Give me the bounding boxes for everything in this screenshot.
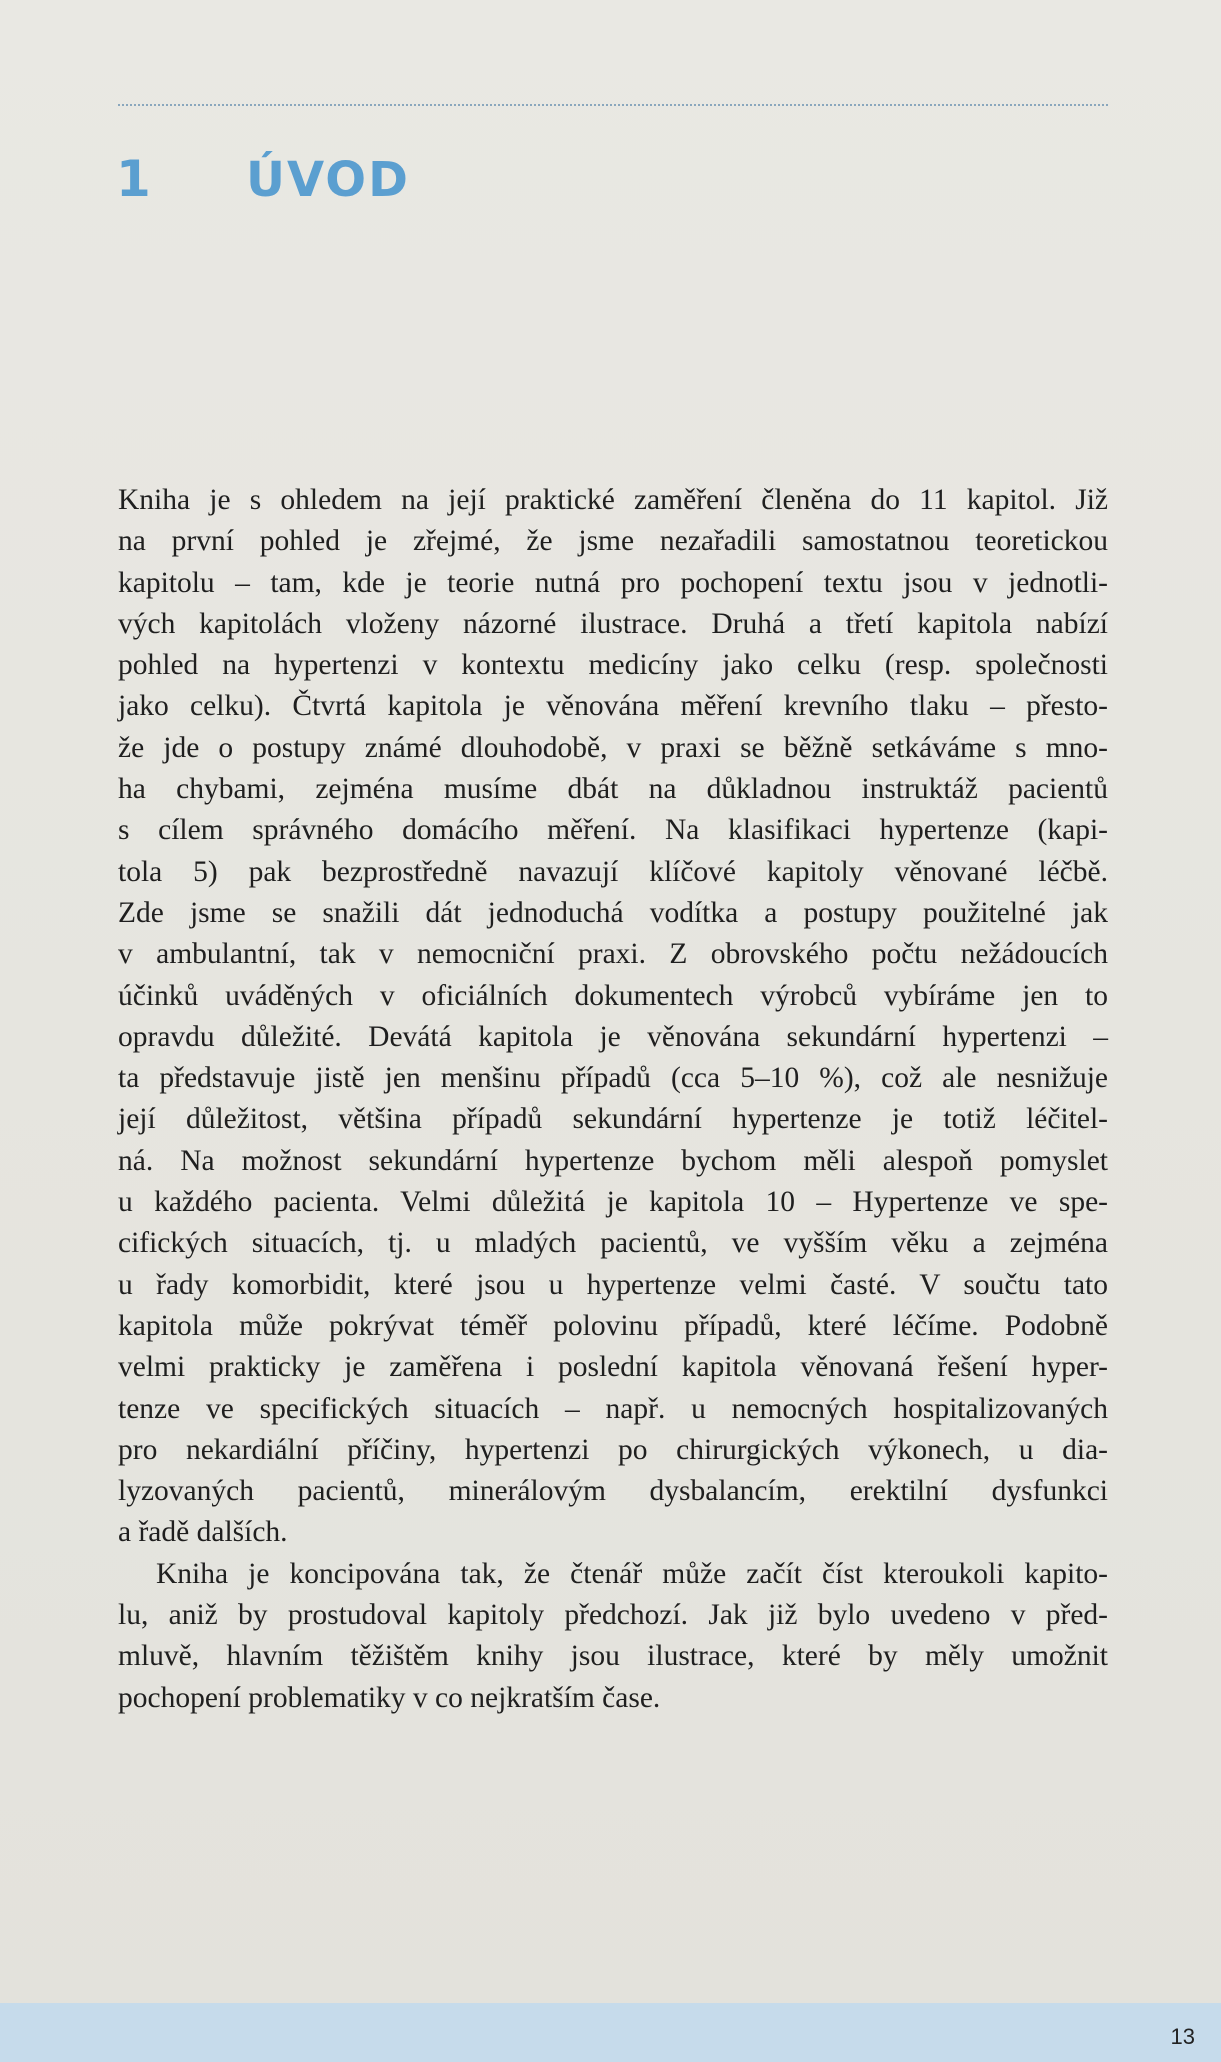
text-line: mluvě, hlavním těžištěm knihy jsou ilustrace, které by měly umožnit [118, 1640, 1108, 1673]
text-line: opravdu důležité. Devátá kapitola je věnována sekundární hypertenzi – [118, 1020, 1108, 1053]
paragraph-1 [118, 480, 1108, 1554]
text-line: s cílem správného domácího měření. Na klasifikaci hypertenze (kapi- [118, 814, 1108, 847]
text-line: ha chybami, zejména musíme dbát na důkladnou instruktáž pacientů [118, 773, 1108, 806]
text-line: pochopení problematiky v co nejkratším čase. [118, 1681, 661, 1714]
text-line: na první pohled je zřejmé, že jsme nezařadili samostatnou teoretickou [118, 525, 1108, 558]
text-line: velmi prakticky je zaměřena i poslední kapitola věnovaná řešení hyper- [118, 1351, 1108, 1384]
chapter-heading [116, 150, 410, 208]
text-line: kapitolu – tam, kde je teorie nutná pro pochopení textu jsou v jednotli- [118, 566, 1108, 599]
page-number: 13 [1170, 2024, 1195, 2049]
text-line: ta představuje jistě jen menšinu případů (cca 5–10 %), což ale nesnižuje [118, 1062, 1108, 1095]
text-line: Kniha je s ohledem na její praktické zaměření členěna do 11 kapitol. Již [118, 484, 1108, 516]
text-line: ná. Na možnost sekundární hypertenze bychom měli alespoň pomyslet [118, 1144, 1108, 1177]
text-line: že jde o postupy známé dlouhodobě, v praxi se běžně setkáváme s mno- [118, 731, 1108, 764]
text-line: vých kapitolách vloženy názorné ilustrace. Druhá a třetí kapitola nabízí [118, 607, 1108, 640]
text-line: v ambulantní, tak v nemocniční praxi. Z obrovského počtu nežádoucích [118, 938, 1108, 971]
text-line: kapitola může pokrývat téměř polovinu případů, které léčíme. Podobně [118, 1309, 1108, 1342]
text-line: Zde jsme se snažili dát jednoduchá vodítka a postupy použitelné jak [118, 896, 1108, 929]
top-dotted-rule [118, 104, 1108, 106]
text-line: pro nekardiální příčiny, hypertenzi po chirurgických výkonech, u dia- [118, 1433, 1108, 1466]
text-line: a řadě dalších. [118, 1516, 288, 1549]
text-line: cifických situacích, tj. u mladých pacientů, ve vyšším věku a zejména [118, 1227, 1108, 1260]
text-line: účinků uváděných v oficiálních dokumentech výrobců vybíráme jen to [118, 979, 1108, 1012]
text-line: její důležitost, většina případů sekundární hypertenze je totiž léčitel- [118, 1103, 1108, 1136]
text-line: tenze ve specifických situacích – např. u nemocných hospitalizovaných [118, 1392, 1108, 1425]
text-line: lu, aniž by prostudoval kapitoly předchozí. Jak již bylo uvedeno v před- [118, 1599, 1108, 1632]
chapter-title: ÚVOD [246, 152, 410, 208]
text-line: jako celku). Čtvrtá kapitola je věnována měření krevního tlaku – přesto- [118, 690, 1108, 723]
text-line: pohled na hypertenzi v kontextu medicíny jako celku (resp. společnosti [118, 649, 1108, 682]
chapter-number: 1 [116, 150, 151, 208]
text-line: lyzovaných pacientů, minerálovým dysbalancím, erektilní dysfunkci [118, 1475, 1108, 1508]
text-line: u každého pacienta. Velmi důležitá je kapitola 10 – Hypertenze ve spe- [118, 1186, 1108, 1219]
text-line: Kniha je koncipována tak, že čtenář může začít číst kteroukoli kapito- [156, 1557, 1108, 1590]
text-line: u řady komorbidit, které jsou u hypertenze velmi časté. V součtu tato [118, 1268, 1108, 1301]
footer-band [0, 2003, 1221, 2062]
paragraph-2 [118, 1554, 1108, 1719]
body-text [118, 480, 1108, 1719]
text-line: tola 5) pak bezprostředně navazují klíčové kapitoly věnované léčbě. [118, 855, 1108, 888]
